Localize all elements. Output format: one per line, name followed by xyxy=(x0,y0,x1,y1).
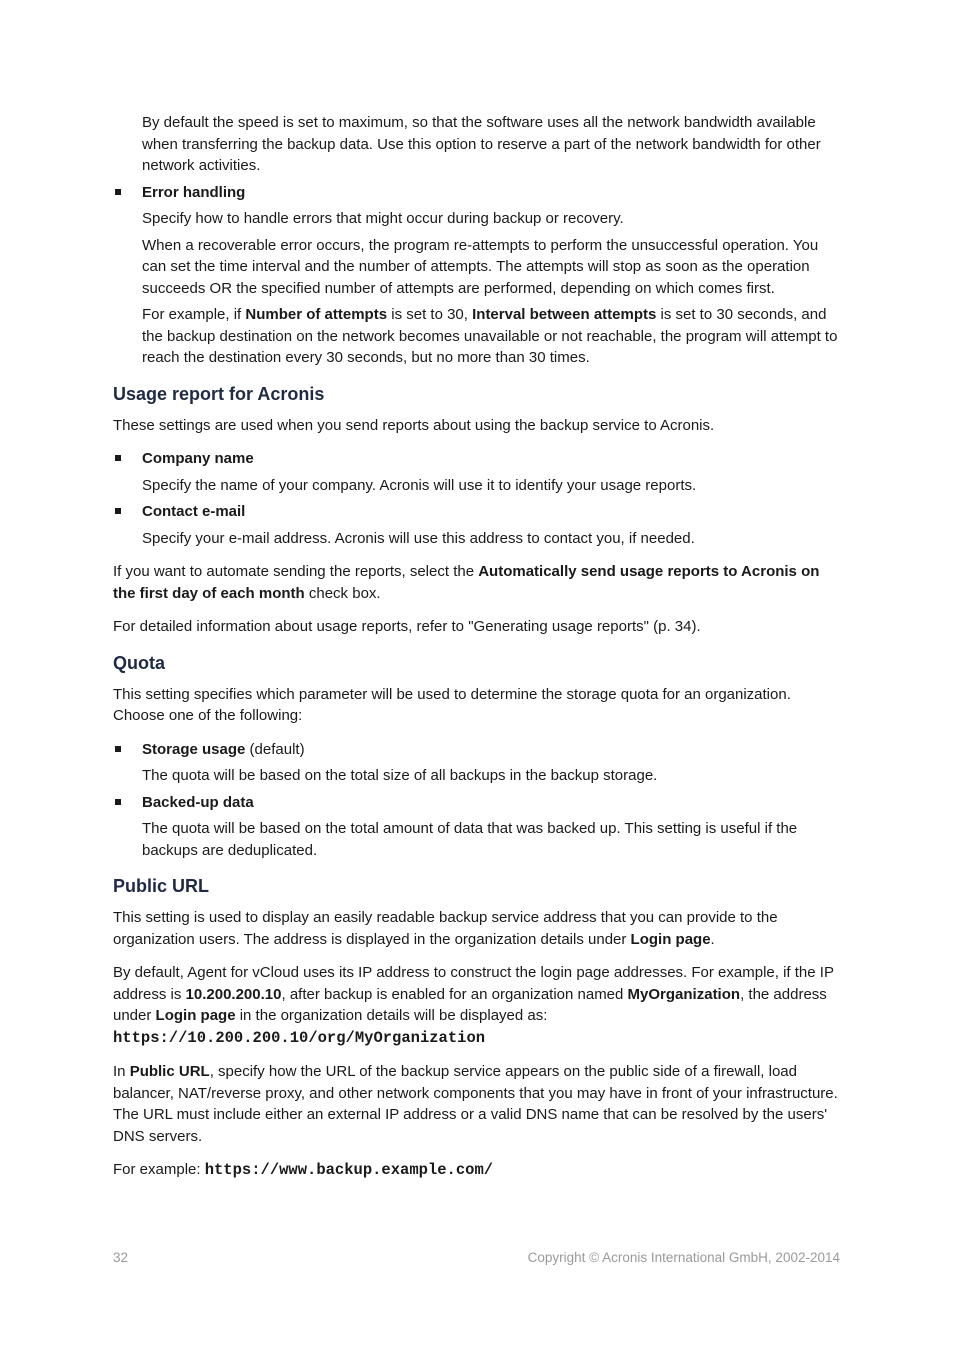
public-url-p2: By default, Agent for vCloud uses its IP address to construct the login page addresses. For example, if the IP address is 10.200.200.10, after backup is enabled for an organization named MyOrganization, the address under Login page in the organization details will be displayed as: https://10.200.200.10/org/MyOrganization xyxy=(113,964,834,1047)
bullet-title: Error handling xyxy=(142,183,246,201)
company-name-desc: Specify the name of your company. Acronis will use it to identify your usage reports. xyxy=(142,476,697,494)
contact-email-desc: Specify your e-mail address. Acronis will use this address to contact you, if needed. xyxy=(142,529,695,547)
bandwidth-paragraph: By default the speed is set to maximum, so that the software uses all the network bandwidth available when transferring the backup data. Use this option to reserve a part of the network bandwidth for other network activities. xyxy=(142,114,821,174)
bullet-square-icon xyxy=(115,508,121,514)
bullet-contact-email xyxy=(142,501,840,523)
bullet-title: Backed-up data xyxy=(142,793,254,811)
bullet-square-icon xyxy=(115,746,121,752)
auto-send-paragraph: If you want to automate sending the reports, select the Automatically send usage reports to Acronis on the first day of each month check box. xyxy=(113,563,820,602)
public-url-example-value: https://www.backup.example.com/ xyxy=(204,1161,494,1179)
login-url-example: https://10.200.200.10/org/MyOrganization xyxy=(113,1028,486,1047)
quota-intro: This setting specifies which parameter will be used to determine the storage quota for an organization. Choose one of the following: xyxy=(113,685,791,724)
error-handling-p2: When a recoverable error occurs, the program re-attempts to perform the unsuccessful operation. You can set the time interval and the number of attempts. The attempts will stop as soon as the operation succeeds OR the specified number of attempts are performed, depending on which comes first. xyxy=(142,236,819,297)
bullet-square-icon xyxy=(115,455,121,461)
error-handling-p1: Specify how to handle errors that might occur during backup or recovery. xyxy=(142,210,624,227)
bullet-title: Company name xyxy=(142,450,254,467)
public-url-p1: This setting is used to display an easily readable backup service address that you can provide to the organization users. The address is displayed in the organization details under Login page. xyxy=(113,909,778,948)
page-number: 32 xyxy=(113,1250,129,1265)
bullet-title: Storage usage xyxy=(142,740,246,758)
public-url-p3: In Public URL, specify how the URL of the backup service appears on the public side of a firewall, load balancer, NAT/reverse proxy, and other network components that you may have in front of your infrastructure. The URL must include either an external IP address or a valid DNS name that can be resolved by the users' DNS servers. xyxy=(113,1063,838,1145)
usage-report-heading: Usage report for Acronis xyxy=(113,383,325,404)
bullet-error-handling xyxy=(142,182,840,204)
usage-report-intro: These settings are used when you send reports about using the backup service to Acronis. xyxy=(113,416,715,434)
backed-up-data-desc: The quota will be based on the total amount of data that was backed up. This setting is useful if the backups are deduplicated. xyxy=(142,820,798,859)
public-url-heading: Public URL xyxy=(113,876,210,896)
bullet-square-icon xyxy=(115,189,121,195)
bullet-title: Contact e-mail xyxy=(142,503,246,520)
public-url-example: For example: https://www.backup.example.com/ xyxy=(113,1161,494,1179)
bullet-square-icon xyxy=(115,799,121,805)
page-footer xyxy=(113,1250,840,1265)
document-page xyxy=(113,112,840,1182)
bullet-company-name xyxy=(142,448,840,470)
error-handling-p3: For example, if Number of attempts is set to 30, Interval between attempts is set to 30 seconds, and the backup destination on the network becomes unavailable or not reachable, the program will attempt to reach the destination every 30 seconds, but no more than 30 times. xyxy=(142,306,838,366)
storage-usage-desc: The quota will be based on the total size of all backups in the backup storage. xyxy=(142,767,658,784)
copyright-notice: Copyright © Acronis International GmbH, 2002-2014 xyxy=(527,1250,840,1265)
quota-heading: Quota xyxy=(113,652,165,673)
bullet-backed-up-data xyxy=(142,792,840,814)
usage-report-detail: For detailed information about usage reports, refer to "Generating usage reports" (p. 34). xyxy=(113,618,701,635)
bullet-storage-usage: Storage usage (default) xyxy=(142,739,840,761)
